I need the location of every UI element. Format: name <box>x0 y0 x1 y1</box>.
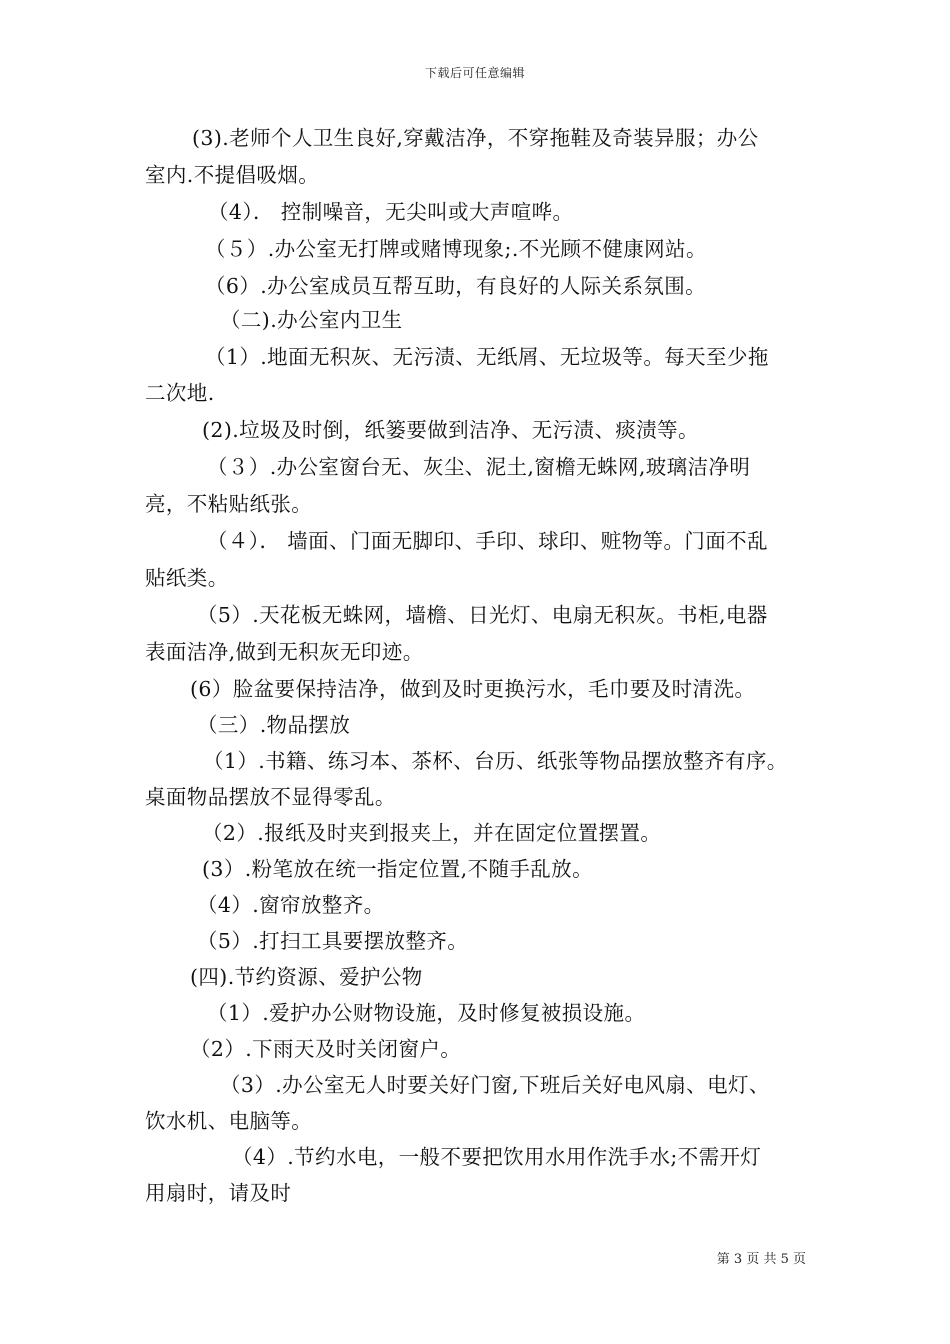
text-line: 亮，不粘贴纸张。 <box>145 492 313 516</box>
text-line: （2）.报纸及时夹到报夹上，并在固定位置摆置。 <box>202 821 662 845</box>
page-header: 下载后可任意编辑 <box>424 66 525 80</box>
text-line: 表面洁净,做到无积灰无印迹。 <box>145 640 424 664</box>
text-line: (3）.粉笔放在统一指定位置,不随手乱放。 <box>202 857 593 881</box>
text-line: （6）.办公室成员互帮互助，有良好的人际关系氛围。 <box>205 274 707 298</box>
text-line: (3).老师个人卫生良好,穿戴洁净，不穿拖鞋及奇装异服；办公 <box>192 126 759 150</box>
text-line: （1）.爱护办公财物设施，及时修复被损设施。 <box>207 1001 646 1025</box>
text-line: （4）.窗帘放整齐。 <box>197 893 385 917</box>
text-line: 桌面物品摆放不显得零乱。 <box>145 785 396 809</box>
text-line: （4）． 控制噪音，无尖叫或大声喧哗。 <box>208 200 574 224</box>
text-line: （５）.办公室无打牌或赌博现象;.不光顾不健康网站。 <box>205 237 707 261</box>
text-line: （5）.打扫工具要摆放整齐。 <box>197 929 469 953</box>
text-line: （5）.天花板无蛛网，墙檐、日光灯、电扇无积灰。书柜,电器 <box>197 603 768 627</box>
text-line: （2）.下雨天及时关闭窗户。 <box>190 1037 462 1061</box>
text-line: （1）.地面无积灰、无污渍、无纸屑、无垃圾等。每天至少拖 <box>205 345 769 369</box>
text-line: 室内.不提倡吸烟。 <box>145 163 320 187</box>
text-line: （４）． 墙面、门面无脚印、手印、球印、赃物等。门面不乱 <box>207 529 768 553</box>
text-line: （二).办公室内卫生 <box>220 308 403 332</box>
text-line: 用扇时，请及时 <box>145 1181 292 1205</box>
text-line: (四).节约资源、爱护公物 <box>190 965 423 989</box>
page-number: 第 3 页 共 5 页 <box>716 1252 806 1267</box>
text-line: （３）.办公室窗台无、灰尘、泥土,窗檐无蛛网,玻璃洁净明 <box>207 455 751 479</box>
text-line: （1）.书籍、练习本、茶杯、台历、纸张等物品摆放整齐有序。 <box>203 749 788 773</box>
text-line: 二次地. <box>145 381 215 405</box>
text-line: （3）.办公室无人时要关好门窗,下班后关好电风扇、电灯、 <box>220 1073 770 1097</box>
text-line: (2).垃圾及时倒，纸篓要做到洁净、无污渍、痰渍等。 <box>202 418 699 442</box>
text-line: （三）.物品摆放 <box>197 713 351 737</box>
text-line: (6）脸盆要保持洁净，做到及时更换污水，毛巾要及时清洗。 <box>190 677 756 701</box>
text-line: 饮水机、电脑等。 <box>145 1109 313 1133</box>
text-line: （4）.节约水电，一般不要把饮用水用作洗手水;不需开灯 <box>232 1145 762 1169</box>
text-line: 贴纸类。 <box>145 566 229 590</box>
